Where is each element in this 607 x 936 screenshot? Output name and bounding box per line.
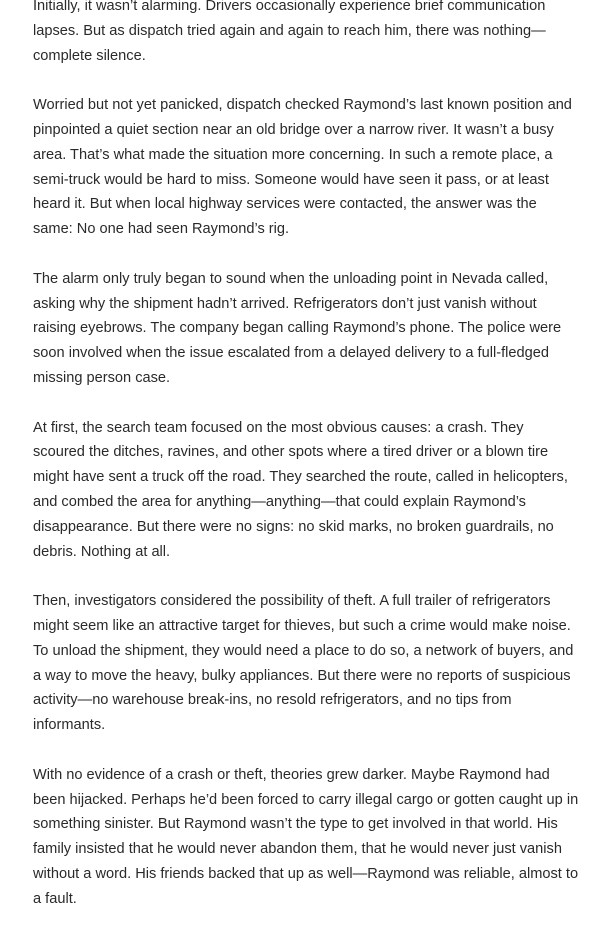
paragraph-crash-search: At first, the search team focused on the most obvious causes: a crash. They scoured the ditches, ravines, and other spots where a tired driver or a blown tire might have sent a truck off the road. They searched the route, called in helicopters, and combed the area for anything—anything—that could explain Raymond’s disappearance. But there were no signs: no skid marks, no broken guardrails, no debris. Nothing at all.	[33, 419, 568, 560]
paragraph-darker-theories: With no evidence of a crash or theft, theories grew darker. Maybe Raymond had been hijacked. Perhaps he’d been forced to carry illegal cargo or gotten caught up in something sinister. But Raymond wasn’t the type to get involved in that world. His family insisted that he would never abandon them, that he would never just vanish without a word. His friends backed that up as well—Raymond was reliable, almost to a fault.	[33, 766, 579, 907]
article-body	[33, 0, 579, 936]
paragraph-theft-theory: Then, investigators considered the possibility of theft. A full trailer of refrigerators might seem like an attractive target for thieves, but such a crime would make noise. To unload the shipment, they would need a place to do so, a network of buyers, and a way to move the heavy, bulky appliances. But there were no reports of suspicious activity—no warehouse break-ins, no resold refrigerators, and no tips from informants.	[33, 593, 574, 734]
paragraph-last-known-position: Worried but not yet panicked, dispatch checked Raymond’s last known position and pinpointed a quiet section near an old bridge over a narrow river. It wasn’t a busy area. That’s what made the situation more concerning. In such a remote place, a semi-truck would be hard to miss. Someone would have seen it pass, or at least heard it. But when local highway services were contacted, the answer was the same: No one had seen Raymond’s rig.	[33, 97, 572, 238]
paragraph-communication-lapse: Initially, it wasn’t alarming. Drivers occasionally experience brief communication lapses. But as dispatch tried again and again to reach him, there was nothing—complete silence.	[33, 0, 546, 64]
paragraph-alarm-raised: The alarm only truly began to sound when the unloading point in Nevada called, asking why the shipment hadn’t arrived. Refrigerators don’t just vanish without raising eyebrows. The company began calling Raymond’s phone. The police were soon involved when the issue escalated from a delayed delivery to a full-fledged missing person case.	[33, 270, 562, 386]
